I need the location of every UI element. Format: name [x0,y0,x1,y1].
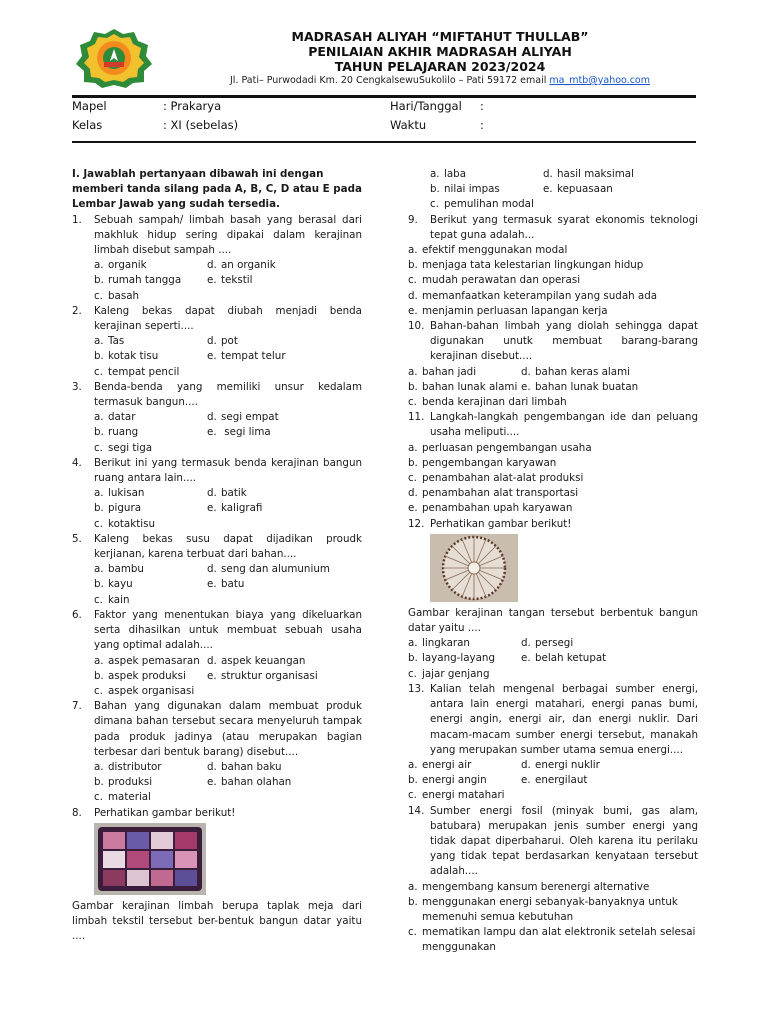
question-text: Kalian telah mengenal berbagai sumber energi, antara lain energi matahari, energi panas bumi, energi angin, energi air, dan energi nuklir. Dari macam-macam sumber energi tersebut, manakah yang merupakan sumber utama semua energi.... [430,682,698,756]
option-a[interactable]: a. bambu [94,563,144,576]
option-e[interactable]: e. batu [207,578,245,591]
option-a[interactable]: a. bahan jadi [408,365,477,378]
question-11 [408,410,698,440]
option-a[interactable]: a. Tas [94,335,125,348]
option-d[interactable]: d. hasil maksimal [543,168,634,180]
options-8 [408,167,698,213]
options-14 [408,880,698,956]
question-number: 14. [408,804,425,817]
option-c[interactable]: c. kotaktisu [94,517,155,530]
patchwork-tablecloth-image [94,823,206,895]
question-14 [408,804,698,880]
option-e[interactable]: e. kaligrafi [207,502,263,515]
question-number: 4. [72,456,82,469]
question-text: Bahan-bahan limbah yang diolah sehingga dapat digunakan unutk membuat barang-barang kerajinan disebut.... [430,320,698,363]
option-e[interactable]: e. kepuasaan [543,183,613,196]
option-b[interactable]: b. nilai impas [430,183,500,196]
option-d[interactable]: d. bahan keras alami [521,365,630,378]
question-number: 7. [72,700,82,713]
school-logo [74,28,154,88]
options-11 [408,441,698,517]
option-c[interactable]: c. mematikan lampu dan alat elektronik setelah selesai menggunakan [408,926,696,954]
option-b[interactable]: b. kayu [94,578,133,591]
option-a[interactable]: a. distributor [94,760,162,773]
option-e[interactable]: e. bahan lunak buatan [521,380,639,393]
option-c[interactable]: c. pemulihan modal [430,198,534,211]
question-12-caption: Gambar kerajinan tangan tersebut berbentuk bangun datar yaitu .... [408,606,698,635]
question-number: 13. [408,682,425,695]
question-number: 5. [72,532,82,545]
question-5 [72,532,362,562]
waktu-value: : [480,118,484,132]
exam-title: PENILAIAN AKHIR MADRASAH ALIYAH [308,44,572,59]
option-b[interactable]: b. ruang [94,426,139,439]
option-d[interactable]: d. energi nuklir [521,758,600,771]
question-text: Bahan yang digunakan dalam membuat produk dimana bahan tersebut secara menyeluruh tampak pada produk jadinya (atau merupakan bagian terbesar dari bentuk barang) disebut.... [94,700,362,758]
option-a[interactable]: a. perluasan pengembangan usaha [408,441,592,454]
option-c[interactable]: c. segi tiga [94,441,153,454]
option-b[interactable]: b. menjaga tata kelestarian lingkungan hidup [408,259,644,272]
question-8 [72,806,362,821]
question-text: Berikut yang termasuk syarat ekonomis teknologi tepat guna adalah... [430,213,698,241]
question-text: Berikut ini yang termasuk benda kerajinan bangun ruang antara lain.... [94,456,362,485]
round-weaving-image [430,534,518,602]
options-5 [72,562,362,608]
hari-label: Hari/Tanggal [390,99,462,113]
question-number: 1. [72,213,82,226]
question-number: 9. [408,213,418,226]
kelas-label: Kelas [72,118,103,132]
academic-year: TAHUN PELAJARAN 2023/2024 [334,59,546,74]
question-text: Benda-benda yang memiliki unsur kedalam termasuk bangun.... [94,380,362,409]
school-name: MADRASAH ALIYAH “MIFTAHUT THULLAB” [291,29,589,44]
option-b[interactable]: b. energi angin [408,774,487,787]
option-b[interactable]: b. bahan lunak alami [408,380,518,393]
question-number: 8. [72,806,82,819]
option-a[interactable]: a. mengembang kansum berenergi alternative [408,880,650,893]
question-text: Kaleng bekas dapat diubah menjadi benda kerajinan seperti.... [94,304,362,333]
option-b[interactable]: b. pengembangan karyawan [408,456,557,469]
options-7 [72,760,362,806]
option-c[interactable]: c. basah [94,289,140,302]
question-12 [408,517,698,532]
question-10 [408,319,698,365]
option-c[interactable]: c. aspek organisasi [94,684,195,697]
hari-value: : [480,99,484,113]
option-c[interactable]: c. energi matahari [408,789,505,802]
question-2 [72,304,362,334]
option-c[interactable]: c. material [94,791,151,804]
option-b[interactable]: b. aspek produksi [94,669,186,682]
option-a[interactable]: a. energi air [408,758,472,771]
option-a[interactable]: a. aspek pemasaran [94,654,200,667]
option-e[interactable]: e. struktur organisasi [207,669,318,682]
option-d[interactable]: d. batik [207,487,247,500]
options-6 [72,654,362,700]
option-a[interactable]: a. datar [94,411,136,424]
option-d[interactable]: d. memanfaatkan keterampilan yang sudah ada [408,289,658,302]
kelas-value: : XI (sebelas) [163,118,239,132]
email-link[interactable]: ma_mtb@yahoo.com [549,75,650,86]
option-d[interactable]: d. seng dan alumunium [207,563,330,576]
options-4 [72,486,362,532]
options-2 [72,334,362,380]
option-b[interactable]: b. rumah tangga [94,274,182,287]
question-text: Sebuah sampah/ limbah basah yang berasal dari makhluk hidup sering dipakai dalam kerajinan limbah disebut sampah .... [94,213,362,257]
option-c[interactable]: c. benda kerajinan dari limbah [408,396,567,409]
school-address [160,75,720,86]
options-13 [408,758,698,804]
question-text: Sumber energi fosil (minyak bumi, gas alam, batubara) merupakan jenis sumber energi yang tidak dapat diperbaharui. Oleh karena itu perilaku yang tidak tepat berdasarkan kenyataan tersebut adalah.... [430,804,698,878]
address-text: Jl. Pati– Purwodadi Km. 20 CengkalsewuSukolilo – Pati 59172 email [230,75,547,86]
option-e[interactable]: e. bahan olahan [207,776,292,789]
question-number: 3. [72,380,82,393]
option-c[interactable]: c. penambahan alat-alat produksi [408,472,584,485]
option-b[interactable]: b. produksi [94,776,153,789]
question-number: 11. [408,411,425,424]
option-d[interactable]: d. persegi [521,637,574,650]
option-a[interactable]: a. efektif menggunakan modal [408,244,568,257]
option-e[interactable]: e. tekstil [207,274,253,287]
waktu-label: Waktu [390,118,427,132]
header-divider [72,95,696,98]
option-d[interactable]: d. aspek keuangan [207,654,306,667]
option-c[interactable]: c. kain [94,593,130,606]
question-7 [72,699,362,760]
info-divider [72,141,696,143]
options-1 [72,258,362,304]
option-d[interactable]: d. an organik [207,259,276,272]
question-number: 10. [408,320,425,333]
option-e[interactable]: e. penambahan upah karyawan [408,502,573,515]
option-c[interactable]: c. tempat pencil [94,365,180,378]
left-column [72,167,362,944]
instruction: I. Jawablah pertanyaan dibawah ini dengan memberi tanda silang pada A, B, C, D atau E pada Lembar Jawab yang sudah tersedia. [72,168,362,211]
option-a[interactable]: a. lukisan [94,487,145,500]
option-e[interactable]: e. tempat telur [207,350,286,363]
question-number: 6. [72,608,82,621]
option-e[interactable]: e. belah ketupat [521,652,607,665]
question-text: Kaleng bekas susu dapat dijadikan proudk kerjianan, karena terbuat dari bahan.... [94,532,362,561]
question-4 [72,456,362,486]
options-9 [408,243,698,319]
mapel-label: Mapel [72,99,107,113]
question-6 [72,608,362,654]
question-text: Perhatikan gambar berikut! [430,517,572,530]
option-d[interactable]: d. penambahan alat transportasi [408,487,579,500]
question-number: 2. [72,304,82,317]
options-3 [72,410,362,456]
option-a[interactable]: a. organik [94,259,147,272]
option-d[interactable]: d. segi empat [207,411,279,424]
question-text: Faktor yang menentukan biaya yang dikeluarkan serta dihasilkan untuk membuat sebuah usaha yang optimal adalah.... [94,608,362,652]
question-1 [72,213,362,259]
options-12 [408,636,698,682]
question-9 [408,213,698,243]
question-text: Perhatikan gambar berikut! [94,806,236,819]
question-number: 12. [408,517,425,530]
question-8-caption: Gambar kerajinan limbah berupa taplak meja dari limbah tekstil tersebut ber-bentuk bangun datar yaitu .... [72,899,362,943]
option-e[interactable]: e. segi lima [207,426,271,439]
question-3 [72,380,362,410]
right-column [408,167,698,956]
option-d[interactable]: d. pot [207,335,238,348]
options-10 [408,365,698,411]
exam-header [0,0,768,150]
option-b[interactable]: b. layang-layang [408,652,495,665]
option-a[interactable]: a. lingkaran [408,637,470,650]
mapel-value: : Prakarya [163,99,222,113]
option-c[interactable]: c. mudah perawatan dan operasi [408,274,581,287]
question-text: Langkah-langkah pengembangan ide dan peluang usaha meliputi.... [430,411,698,439]
option-b[interactable]: b. menggunakan energi sebanyak-banyaknya untuk memenuhi semua kebutuhan [408,895,678,923]
option-b[interactable]: b. kotak tisu [94,350,159,363]
option-e[interactable]: e. energilaut [521,774,588,787]
option-b[interactable]: b. pigura [94,502,142,515]
option-e[interactable]: e. menjamin perluasan lapangan kerja [408,304,608,317]
option-a[interactable]: a. laba [430,168,467,180]
option-d[interactable]: d. bahan baku [207,760,282,773]
question-13 [408,682,698,758]
option-c[interactable]: c. jajar genjang [408,667,490,680]
